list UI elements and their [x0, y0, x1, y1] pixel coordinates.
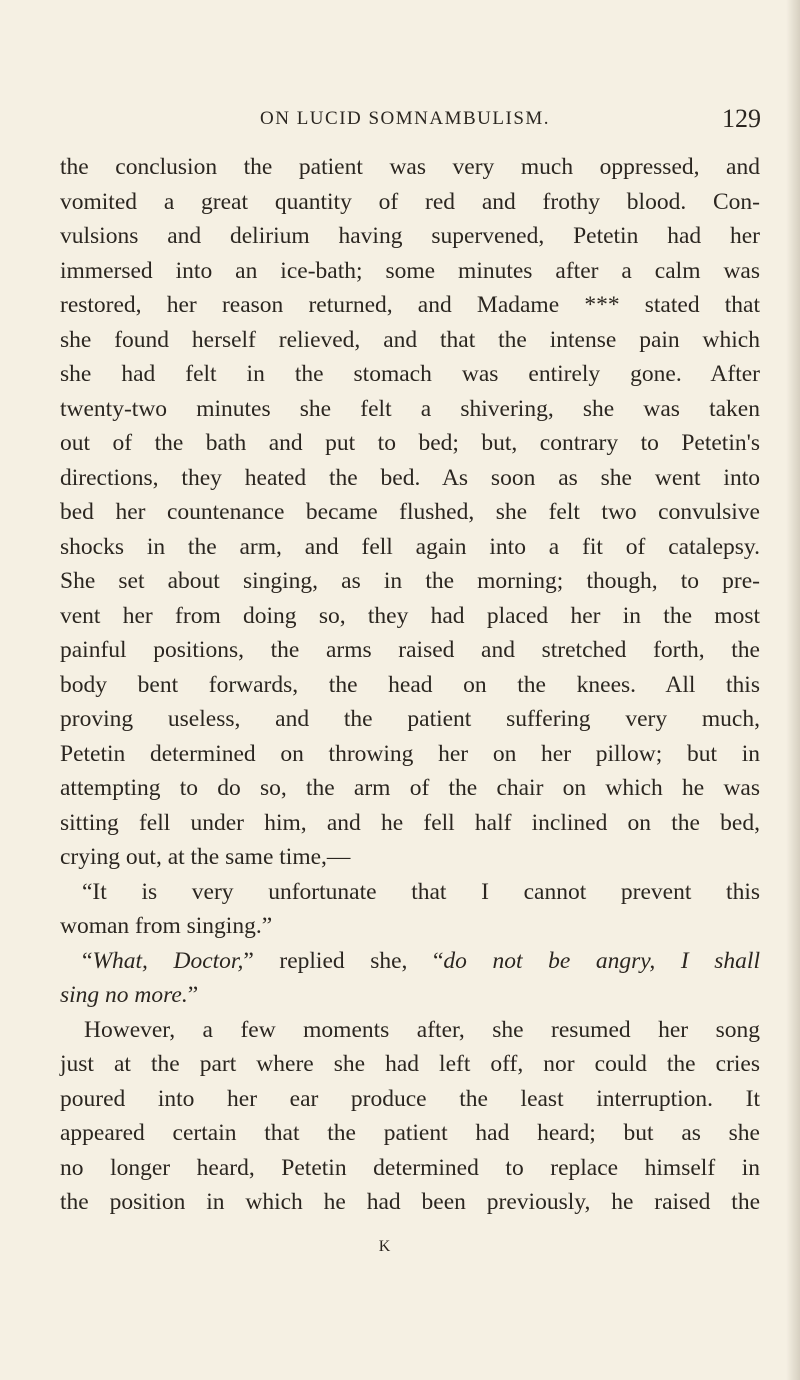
text-line: body bent forwards, the head on the knees. All this — [60, 671, 760, 698]
reply-text: ” replied she, “ — [243, 947, 444, 974]
running-title: ON LUCID SOMNAMBULISM. — [260, 108, 551, 129]
italic-quote: sing no more. — [60, 982, 188, 1008]
text-line: attempting to do so, the arm of the chair on which he was — [60, 775, 760, 801]
text-line: the position in which he had been previously, he raised the — [60, 1189, 760, 1215]
text-line: the conclusion the patient was very much oppressed, and — [60, 154, 760, 180]
text-line: appeared certain that the patient had heard; but as she — [60, 1120, 760, 1146]
text-line: However, a few moments after, she resumed her song — [84, 1016, 760, 1043]
text-line: she found herself relieved, and that the intense pain which — [60, 326, 760, 353]
text-line: restored, her reason returned, and Madame *** stated that — [60, 292, 760, 318]
body-text — [60, 150, 760, 1220]
text-line: “It is very unfortunate that I cannot prevent this — [82, 878, 760, 905]
text-line: poured into her ear produce the least interruption. It — [60, 1085, 760, 1112]
text-line: crying out, at the same time,— — [60, 844, 351, 870]
text-line: woman from singing.” — [60, 913, 273, 939]
page-edge-shadow — [786, 0, 800, 1380]
text-line: no longer heard, Petetin determined to replace himself in — [60, 1154, 760, 1181]
dialogue-line — [60, 944, 760, 979]
italic-quote: do not be angry, I shall — [443, 947, 760, 974]
text-line: directions, they heated the bed. As soon as she went into — [60, 464, 760, 491]
text-line: immersed into an ice-bath; some minutes after a calm was — [60, 257, 760, 284]
signature-letter: K — [378, 1238, 392, 1255]
text-line: painful positions, the arms raised and stretched forth, the — [60, 637, 760, 663]
quote-open: “ — [82, 947, 93, 974]
text-line: vulsions and delirium having supervened, Petetin had her — [60, 223, 760, 249]
text-line: sitting fell under him, and he fell half inclined on the bed, — [60, 809, 760, 836]
text-line: just at the part where she had left off, nor could the cries — [60, 1051, 760, 1077]
text-line: vomited a great quantity of red and frothy blood. Con- — [60, 188, 760, 215]
text-line: twenty-two minutes she felt a shivering, she was taken — [60, 395, 760, 422]
text-line: bed her countenance became flushed, she felt two convulsive — [60, 499, 760, 525]
text-line: she had felt in the stomach was entirely gone. After — [60, 361, 760, 387]
text-line: vent her from doing so, they had placed her in the most — [60, 602, 760, 629]
text-line: proving useless, and the patient suffering very much, — [60, 706, 760, 732]
quote-close: ” — [187, 982, 199, 1008]
dialogue-line — [60, 978, 760, 1013]
text-line: She set about singing, as in the morning; though, to pre- — [60, 568, 760, 594]
signature-mark — [0, 1238, 800, 1256]
running-head — [0, 104, 800, 144]
italic-quote: What, Doctor, — [92, 947, 244, 974]
text-line: shocks in the arm, and fell again into a fit of catalepsy. — [60, 533, 760, 560]
text-line: Petetin determined on throwing her on her pillow; but in — [60, 740, 760, 767]
page-number: 129 — [722, 104, 761, 133]
text-line: out of the bath and put to bed; but, contrary to Petetin's — [60, 430, 760, 456]
